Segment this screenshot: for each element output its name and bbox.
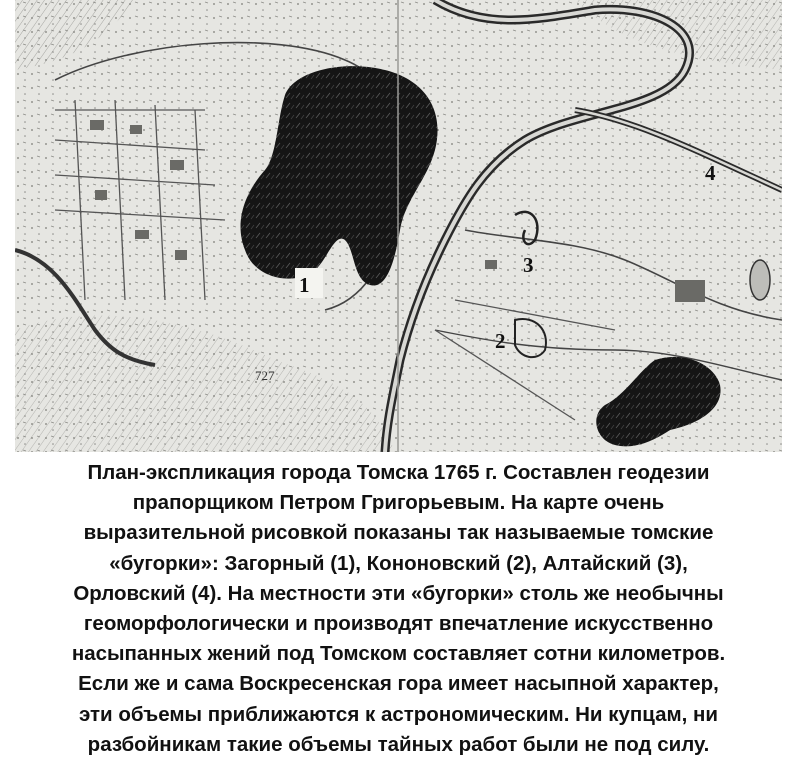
marker-3: 3 — [523, 253, 534, 277]
caption-line: геоморфологически и производят впечатление искусственно — [83, 612, 714, 636]
caption-line: выразительной рисовкой показаны так называемые томские — [83, 521, 714, 545]
caption-line: «бугорки»: Загорный (1), Кононовский (2), Алтайский (3), — [109, 551, 688, 575]
marker-4: 4 — [705, 161, 716, 185]
caption-line: разбойникам такие объемы тайных работ были не под силу. — [87, 732, 710, 756]
caption-line: эти объемы приближаются к астрономическим. Ни купцам, ни — [78, 702, 719, 726]
marker-1: 1 — [299, 273, 310, 297]
historic-map-image — [15, 0, 782, 452]
map-caption — [8, 458, 789, 760]
caption-line: План-экспликация города Томска 1765 г. Составлен геодезии — [87, 461, 710, 484]
lake-right — [750, 260, 770, 300]
caption-line: насыпанных жений под Томском составляет сотни километров. — [71, 642, 726, 666]
caption-line: прапорщиком Петром Григорьевым. На карте очень — [132, 491, 665, 515]
caption-line: Если же и сама Воскресенская гора имеет насыпной характер, — [78, 672, 719, 696]
caption-line: Орловский (4). На местности эти «бугорки» столь же необычны — [73, 581, 724, 605]
marker-2: 2 — [495, 329, 506, 353]
plot-number: 727 — [255, 368, 275, 383]
